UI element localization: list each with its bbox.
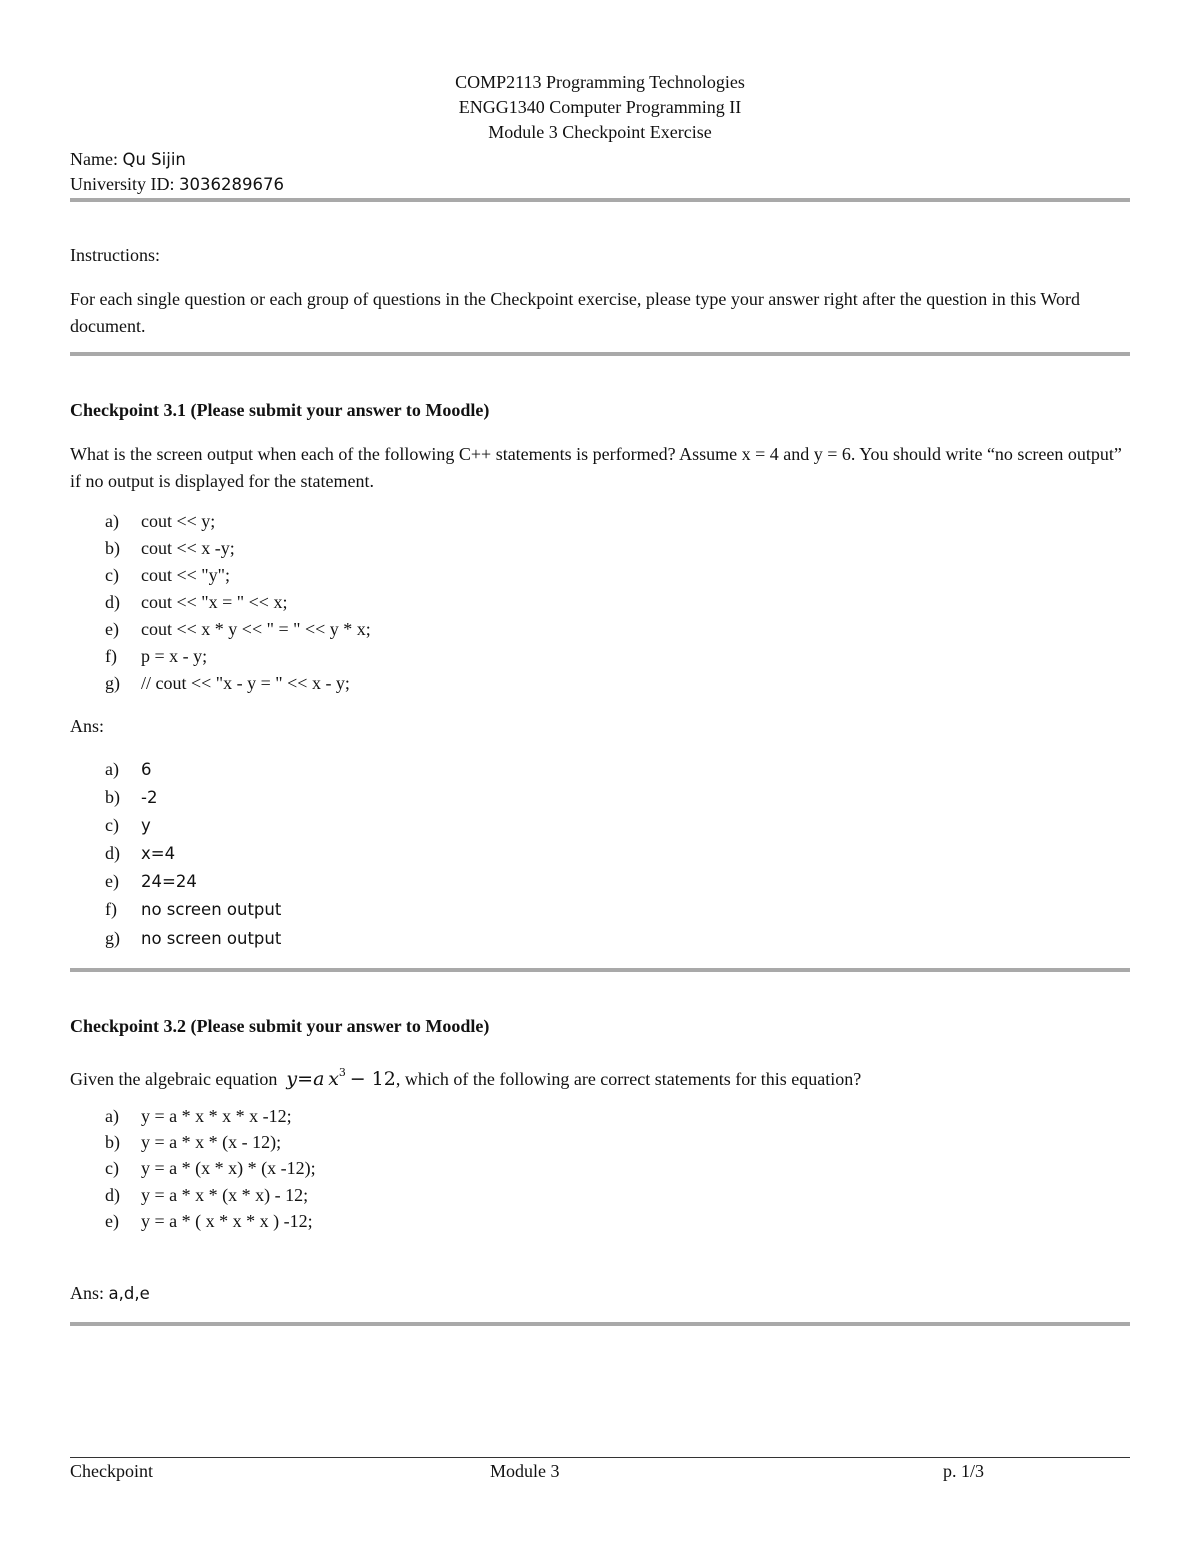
item-letter: a) (105, 759, 119, 779)
answer-text: -2 (141, 788, 158, 807)
item-letter: d) (105, 1185, 120, 1205)
statement-text: cout << y; (141, 511, 216, 531)
answer-text: 6 (141, 760, 152, 779)
answer-item (105, 787, 157, 808)
option-item (105, 1158, 316, 1179)
answer-text: 24=24 (141, 872, 197, 891)
statement-text: cout << x * y << " = " << y * x; (141, 619, 371, 639)
student-name-row (70, 149, 186, 170)
footer-left: Checkpoint (70, 1461, 153, 1481)
option-text: y = a * x * x * x -12; (141, 1106, 292, 1126)
item-letter: c) (105, 565, 119, 585)
option-text: y = a * x * (x * x) - 12; (141, 1185, 309, 1205)
instructions-label: Instructions: (70, 245, 160, 265)
answer-label: Ans: (70, 716, 105, 736)
id-value: 3036289676 (178, 175, 284, 194)
statement-text: cout << "x = " << x; (141, 592, 288, 612)
item-letter: f) (105, 899, 117, 919)
id-label: University ID: (70, 174, 175, 194)
statement-item (105, 592, 287, 613)
divider (70, 352, 1130, 356)
item-letter: c) (105, 1158, 119, 1178)
answer-row (70, 1283, 150, 1304)
item-letter: a) (105, 511, 119, 531)
answer-item (105, 928, 281, 949)
item-letter: b) (105, 1132, 120, 1152)
page-number: p. 1/3 (943, 1461, 985, 1481)
answer-item (105, 899, 281, 920)
module-title: Module 3 Checkpoint Exercise (488, 122, 712, 142)
answer-text: x=4 (141, 844, 176, 863)
item-letter: a) (105, 1106, 119, 1126)
answer-text: no screen output (141, 929, 282, 948)
option-text: y = a * x * (x - 12); (141, 1132, 282, 1152)
divider (70, 1322, 1130, 1326)
answer-item (105, 759, 152, 780)
student-id-row (70, 174, 284, 195)
statement-item (105, 538, 235, 559)
statement-item (105, 619, 371, 640)
checkpoint-2-question (70, 1058, 1130, 1094)
answer-item (105, 843, 175, 864)
item-letter: e) (105, 871, 119, 891)
item-letter: d) (105, 843, 120, 863)
question-prefix: Given the algebraic equation (70, 1069, 278, 1089)
course-title-2: ENGG1340 Computer Programming II (458, 97, 742, 117)
statement-item (105, 565, 230, 586)
item-letter: f) (105, 646, 117, 666)
option-text: y = a * (x * x) * (x -12); (141, 1158, 316, 1178)
divider (70, 198, 1130, 202)
option-item (105, 1211, 313, 1232)
instructions-text: For each single question or each group of questions in the Checkpoint exercise, please type your answer right after the question in this Word document. (70, 289, 1080, 336)
option-text: y = a * ( x * x * x ) -12; (141, 1211, 313, 1231)
checkpoint-1-question: What is the screen output when each of the following C++ statements is performed? Assume x = 4 and y = 6. You should write “no screen output” if no output is displayed for the statement. (70, 444, 1122, 491)
footer-divider (70, 1457, 1130, 1458)
answer-text: y (141, 816, 151, 835)
checkpoint-2-title: Checkpoint 3.2 (Please submit your answer to Moodle) (70, 1016, 490, 1036)
statement-item (105, 511, 215, 532)
option-item (105, 1106, 292, 1127)
statement-item (105, 646, 207, 667)
checkpoint-1-title: Checkpoint 3.1 (Please submit your answer to Moodle) (70, 400, 490, 420)
option-item (105, 1185, 308, 1206)
item-letter: e) (105, 619, 119, 639)
answer-value: a,d,e (108, 1284, 150, 1303)
answer-text: no screen output (141, 900, 282, 919)
name-label: Name: (70, 149, 118, 169)
item-letter: g) (105, 928, 120, 948)
statement-item (105, 673, 350, 694)
item-letter: b) (105, 787, 120, 807)
statement-text: p = x - y; (141, 646, 208, 666)
course-title-1: COMP2113 Programming Technologies (455, 72, 745, 92)
footer-center: Module 3 (490, 1461, 560, 1481)
item-letter: e) (105, 1211, 119, 1231)
item-letter: b) (105, 538, 120, 558)
equation: y=a $x^3 - 12$ (286, 1066, 396, 1090)
statement-text: // cout << "x - y = " << x - y; (141, 673, 350, 693)
answer-item (105, 815, 151, 836)
divider (70, 968, 1130, 972)
option-item (105, 1132, 281, 1153)
item-letter: c) (105, 815, 119, 835)
item-letter: g) (105, 673, 120, 693)
name-value: Qu Sijin (122, 150, 186, 169)
answer-item (105, 871, 197, 892)
item-letter: d) (105, 592, 120, 612)
statement-text: cout << "y"; (141, 565, 230, 585)
statement-text: cout << x -y; (141, 538, 235, 558)
answer-label: Ans: (70, 1283, 105, 1303)
question-suffix: , which of the following are correct statements for this equation? (395, 1069, 862, 1089)
